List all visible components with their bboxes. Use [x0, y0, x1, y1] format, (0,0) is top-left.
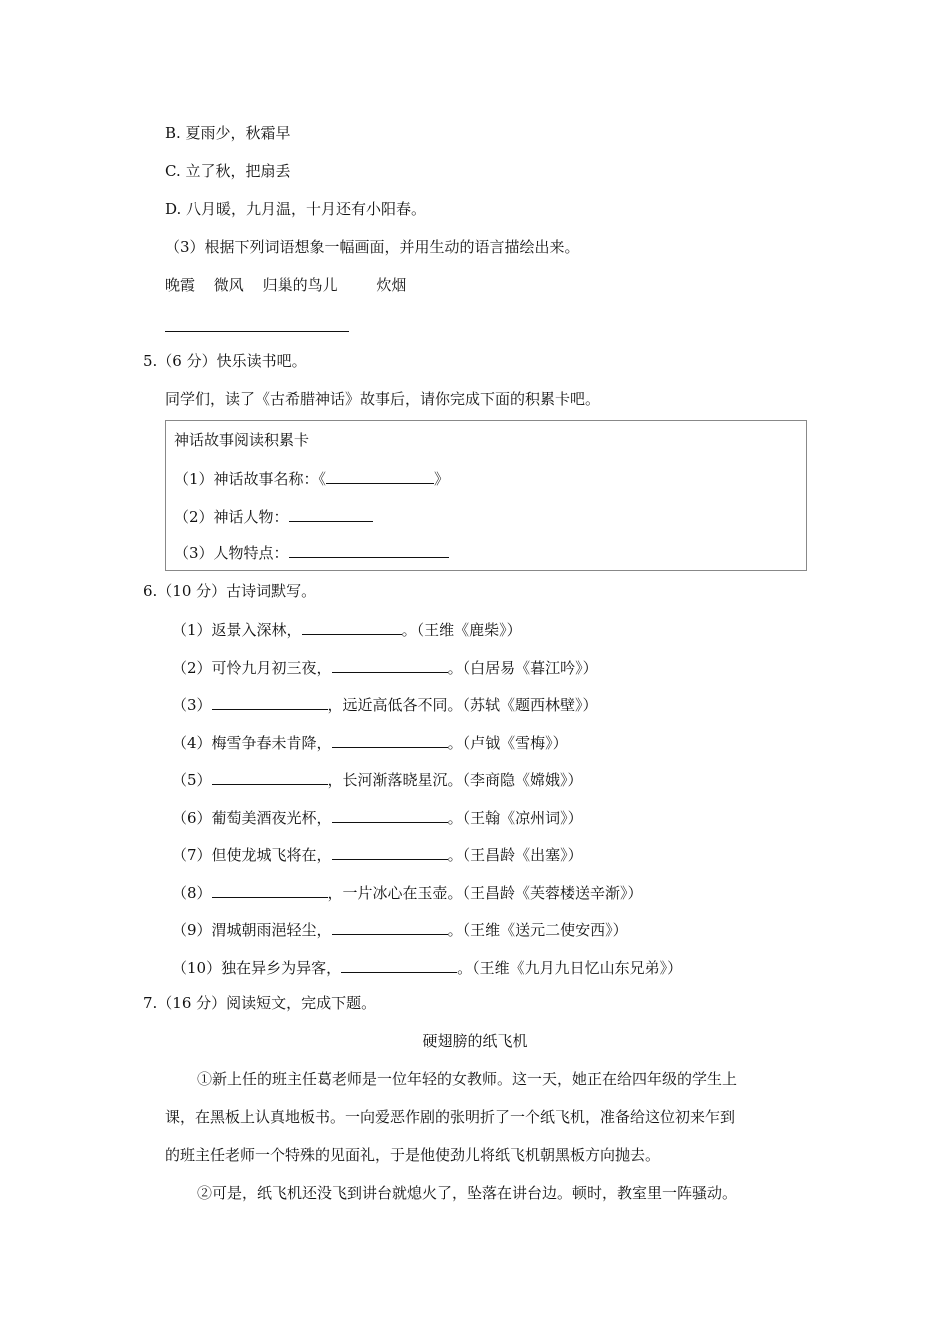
poem-item — [172, 957, 682, 977]
poem-item-text: 返景入深林， — [211, 621, 302, 639]
poem-item-text: 可怜九月初三夜， — [211, 659, 332, 677]
poem-item-number: （3） — [172, 696, 212, 714]
poem-blank[interactable] — [341, 957, 457, 973]
poem-item — [172, 844, 583, 864]
trait-blank[interactable] — [289, 542, 449, 558]
card-item-2-label: （2）神话人物： — [174, 508, 289, 526]
passage-line: ①新上任的班主任葛老师是一位年轻的女教师。这一天，她正在给四年级的学生上 — [197, 1070, 738, 1088]
poem-blank[interactable] — [332, 919, 448, 935]
poem-item-text: 独在异乡为异客， — [221, 959, 342, 977]
poem-item-number: （2） — [172, 659, 212, 677]
option-d: D. 八月暖，九月温，十月还有小阳春。 — [165, 200, 427, 218]
card-item-2 — [174, 506, 373, 526]
poem-blank[interactable] — [332, 732, 448, 748]
poem-item-source: 。（王维《送元二使安西》） — [447, 921, 628, 939]
vocab-words — [165, 275, 406, 295]
card-item-3 — [174, 542, 449, 562]
poem-item — [172, 657, 598, 677]
poem-blank[interactable] — [212, 882, 328, 898]
poem-item-number: （5） — [172, 771, 212, 789]
poem-item-text: 但使龙城飞将在， — [211, 846, 332, 864]
question-5-header: 5.（6 分）快乐读书吧。 — [143, 352, 307, 370]
reading-card — [165, 420, 807, 571]
story-name-blank[interactable] — [326, 468, 434, 484]
sub-question-3-prompt: （3）根据下列词语想象一幅画面，并用生动的语言描绘出来。 — [165, 238, 580, 256]
poem-item-number: （6） — [172, 809, 212, 827]
poem-item — [172, 807, 583, 827]
question-7-header: 7.（16 分）阅读短文，完成下题。 — [143, 994, 377, 1012]
vocab-word: 炊烟 — [376, 276, 407, 294]
poem-item-text: 渭城朝雨浥轻尘， — [211, 921, 332, 939]
answer-line[interactable] — [165, 331, 349, 332]
poem-blank[interactable] — [332, 807, 448, 823]
passage-line: 的班主任老师一个特殊的见面礼，于是他使劲儿将纸飞机朝黑板方向抛去。 — [165, 1146, 661, 1164]
poem-item-source: 。（王昌龄《出塞》） — [447, 846, 583, 864]
card-item-1-close: 》 — [434, 470, 450, 488]
vocab-word: 晚霞 — [165, 276, 196, 294]
card-item-1 — [174, 468, 449, 488]
passage-line: ②可是，纸飞机还没飞到讲台就熄火了，坠落在讲台边。顿时，教室里一阵骚动。 — [197, 1184, 738, 1202]
poem-blank[interactable] — [332, 657, 448, 673]
poem-item-number: （10） — [172, 959, 222, 977]
poem-item-source: ，远近高低各不同。（苏轼《题西林壁》） — [327, 696, 598, 714]
poem-item — [172, 694, 598, 714]
card-title: 神话故事阅读积累卡 — [174, 431, 310, 449]
card-item-1-label: （1）神话故事名称：《 — [174, 470, 327, 488]
vocab-word: 微风 — [213, 276, 244, 294]
poem-item-source: 。（王翰《凉州词》） — [447, 809, 583, 827]
poem-item-number: （1） — [172, 621, 212, 639]
poem-blank[interactable] — [332, 844, 448, 860]
passage-line: 课，在黑板上认真地板书。一向爱恶作剧的张明折了一个纸飞机，准备给这位初来乍到 — [165, 1108, 736, 1126]
poem-item-source: 。（王维《鹿柴》） — [401, 621, 522, 639]
poem-item — [172, 882, 643, 902]
poem-blank[interactable] — [212, 769, 328, 785]
question-6-header: 6.（10 分）古诗词默写。 — [143, 582, 317, 600]
poem-item-number: （4） — [172, 734, 212, 752]
poem-blank[interactable] — [302, 619, 402, 635]
poem-item — [172, 769, 583, 789]
card-item-3-label: （3）人物特点： — [174, 544, 289, 562]
poem-item-source: 。（王维《九月九日忆山东兄弟》） — [457, 959, 683, 977]
poem-blank[interactable] — [212, 694, 328, 710]
poem-item-source: ，长河渐落晓星沉。（李商隐《嫦娥》） — [327, 771, 583, 789]
question-5-intro: 同学们，读了《古希腊神话》故事后，请你完成下面的积累卡吧。 — [165, 390, 601, 408]
poem-item-number: （7） — [172, 846, 212, 864]
poem-item-source: ，一片冰心在玉壶。（王昌龄《芙蓉楼送辛渐》） — [327, 884, 643, 902]
poem-item-number: （8） — [172, 884, 212, 902]
poem-item — [172, 619, 522, 639]
passage-title: 硬翅膀的纸飞机 — [422, 1032, 528, 1050]
character-blank[interactable] — [289, 506, 373, 522]
poem-item — [172, 732, 568, 752]
poem-item-number: （9） — [172, 921, 212, 939]
poem-item — [172, 919, 628, 939]
poem-item-text: 梅雪争春未肯降， — [211, 734, 332, 752]
poem-item-source: 。（白居易《暮江吟》） — [447, 659, 598, 677]
vocab-word: 归巢的鸟儿 — [262, 276, 338, 294]
poem-item-text: 葡萄美酒夜光杯， — [211, 809, 332, 827]
option-c: C. 立了秋，把扇丢 — [165, 162, 291, 180]
option-b: B. 夏雨少，秋霜早 — [165, 124, 291, 142]
poem-item-source: 。（卢钺《雪梅》） — [447, 734, 568, 752]
